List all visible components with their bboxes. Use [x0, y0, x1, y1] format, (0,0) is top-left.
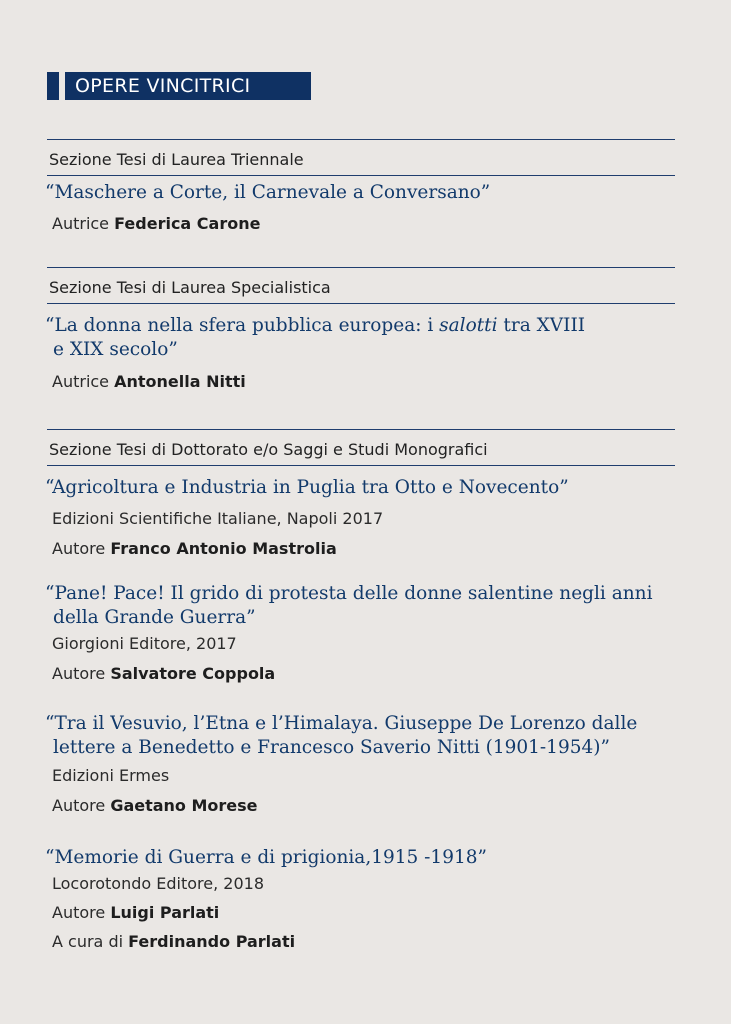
- work-title: “Agricoltura e Industria in Puglia tra Otto e Novecento”: [45, 477, 569, 498]
- divider: [47, 429, 675, 430]
- author-line: [52, 539, 337, 558]
- section-label-specialistica: Sezione Tesi di Laurea Specialistica: [49, 278, 331, 297]
- divider: [47, 175, 675, 176]
- author-name: Salvatore Coppola: [110, 664, 276, 683]
- author-role: Autrice: [52, 372, 110, 391]
- editor-role: A cura di: [52, 932, 124, 951]
- author-role: Autore: [52, 664, 106, 683]
- author-role: Autore: [52, 796, 106, 815]
- work-title: “La donna nella sfera pubblica europea: i salotti tra XVIII e XIX secolo”: [45, 315, 586, 360]
- publisher-line: Giorgioni Editore, 2017: [52, 634, 237, 653]
- work-title: “Memorie di Guerra e di prigionia,1915 -1918”: [45, 847, 487, 868]
- work-title: “Maschere a Corte, il Carnevale a Conversano”: [45, 182, 491, 203]
- author-name: Antonella Nitti: [114, 372, 246, 391]
- author-line: [52, 903, 219, 922]
- section-header: [47, 72, 311, 100]
- section-label-dottorato: Sezione Tesi di Dottorato e/o Saggi e Studi Monografici: [49, 440, 488, 459]
- publisher-line: Locorotondo Editore, 2018: [52, 874, 264, 893]
- section-label-triennale: Sezione Tesi di Laurea Triennale: [49, 150, 304, 169]
- publisher-line: Edizioni Scientifiche Italiane, Napoli 2017: [52, 509, 384, 528]
- divider: [47, 303, 675, 304]
- author-line: [52, 372, 246, 391]
- author-name: Federica Carone: [114, 214, 261, 233]
- editor-line: [52, 932, 295, 951]
- editor-name: Ferdinando Parlati: [128, 932, 296, 951]
- author-name: Luigi Parlati: [110, 903, 220, 922]
- author-name: Franco Antonio Mastrolia: [110, 539, 337, 558]
- divider: [47, 465, 675, 466]
- work-title: “Pane! Pace! Il grido di protesta delle donne salentine negli anni della Grande Guerra”: [45, 583, 653, 628]
- author-name: Gaetano Morese: [110, 796, 258, 815]
- header-accent-bar: [47, 72, 59, 100]
- author-line: [52, 214, 260, 233]
- divider: [47, 267, 675, 268]
- author-role: Autore: [52, 539, 106, 558]
- author-role: Autore: [52, 903, 106, 922]
- author-line: [52, 796, 258, 815]
- author-role: Autrice: [52, 214, 110, 233]
- work-title-emphasis: salotti: [439, 315, 498, 336]
- page-title: OPERE VINCITRICI: [65, 72, 311, 100]
- work-title: “Tra il Vesuvio, l’Etna e l’Himalaya. Giuseppe De Lorenzo dalle lettere a Benedetto e Francesco Saverio Nitti (1901-1954)”: [45, 713, 638, 758]
- author-line: [52, 664, 275, 683]
- publisher-line: Edizioni Ermes: [52, 766, 170, 785]
- divider: [47, 139, 675, 140]
